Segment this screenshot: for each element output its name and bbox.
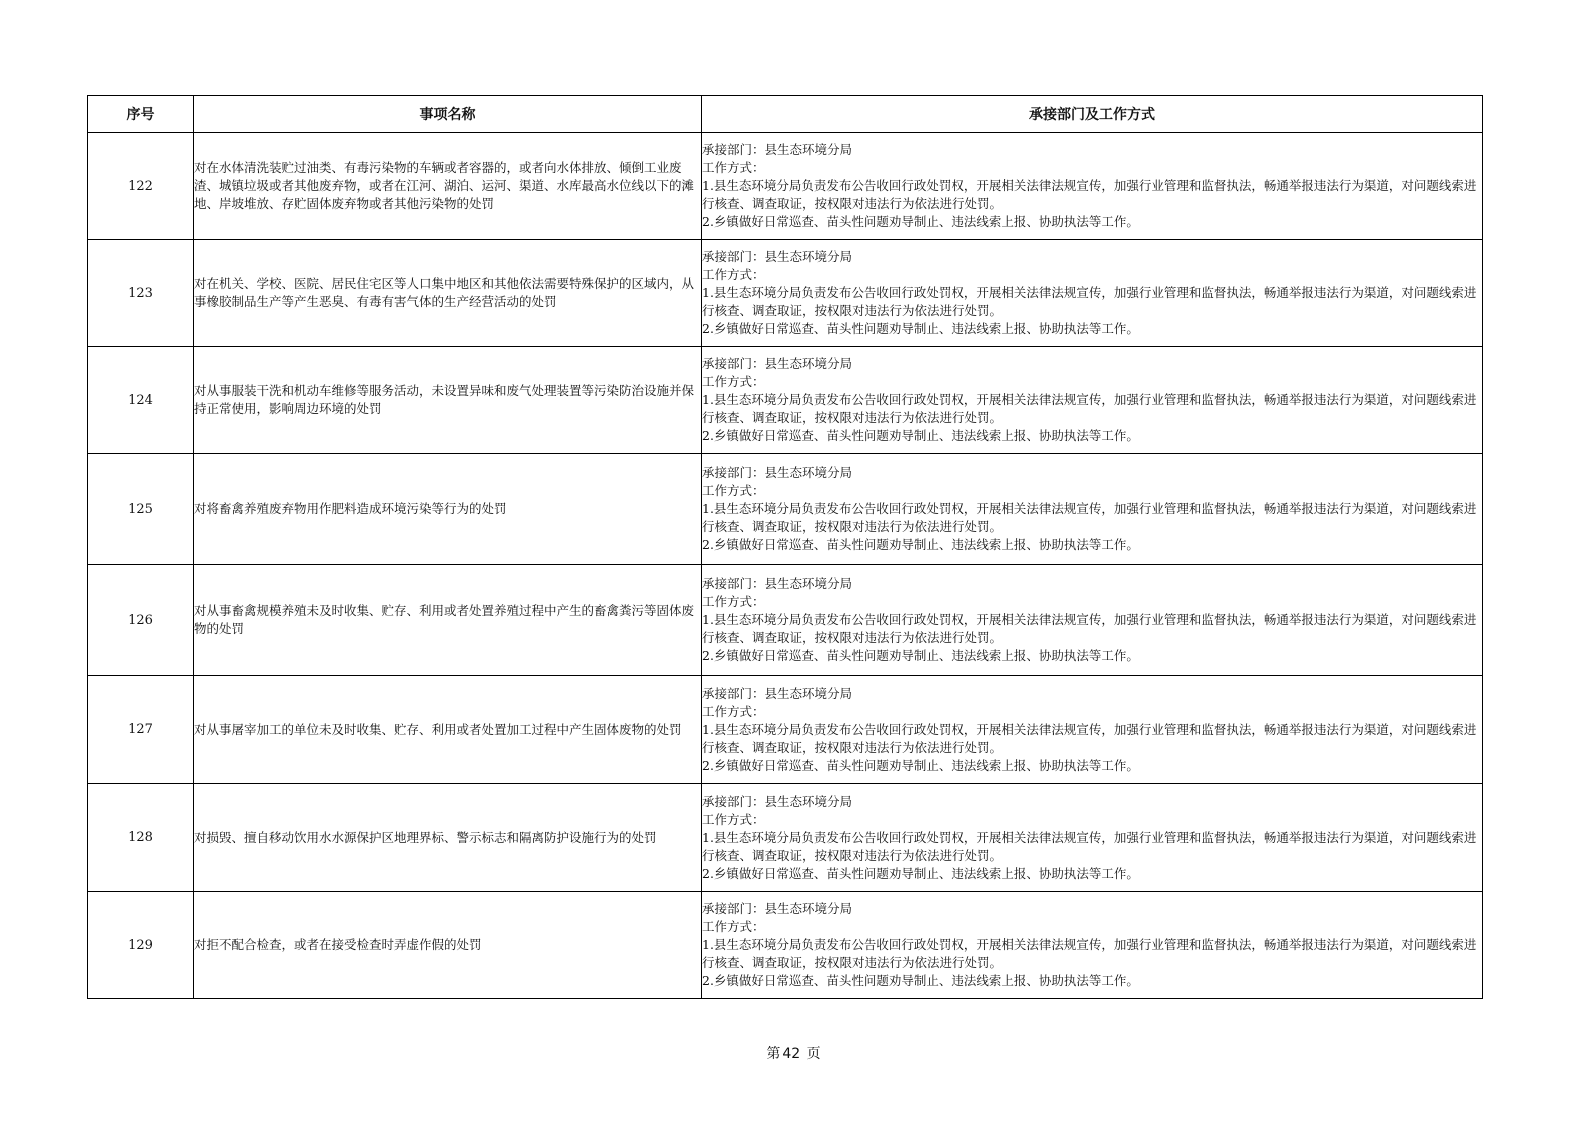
header-name: 事项名称 [194,96,702,133]
table-row [88,676,1483,784]
method-item-2: 2.乡镇做好日常巡查、苗头性问题劝导制止、违法线索上报、协助执法等工作。 [702,757,1139,773]
method-item-2: 2.乡镇做好日常巡查、苗头性问题劝导制止、违法线索上报、协助执法等工作。 [702,537,1139,552]
row-num: 122 [88,133,194,240]
row-item-name: 对将畜禽养殖废弃物用作肥料造成环境污染等行为的处罚 [194,454,702,565]
row-num: 127 [88,676,194,784]
row-dept-method [702,133,1483,240]
row-num: 129 [88,892,194,999]
table-header-row [88,96,1483,133]
page-footer [0,1043,1587,1063]
method-item-2: 2.乡镇做好日常巡查、苗头性问题劝导制止、违法线索上报、协助执法等工作。 [702,321,1139,336]
dept-line: 承接部门：县生态环境分局 [702,901,853,916]
dept-line: 承接部门：县生态环境分局 [702,249,853,264]
method-label: 工作方式： [702,160,765,175]
method-item-2: 2.乡镇做好日常巡查、苗头性问题劝导制止、违法线索上报、协助执法等工作。 [702,865,1139,881]
dept-line: 承接部门：县生态环境分局 [702,356,853,371]
method-label: 工作方式： [702,919,765,934]
method-item-1: 1.县生态环境分局负责发布公告收回行政处罚权，开展相关法律法规宣传，加强行业管理和监督执法，畅通举报违法行为渠道，对问题线索进行核查、调查取证，按权限对违法行为依法进行处罚。 [702,285,1477,318]
method-label: 工作方式： [702,483,765,498]
dept-line: 承接部门：县生态环境分局 [702,465,853,480]
row-dept-method [702,565,1483,676]
method-label: 工作方式： [702,703,765,719]
row-item-name: 对从事畜禽规模养殖未及时收集、贮存、利用或者处置养殖过程中产生的畜禽粪污等固体废物的处罚 [194,565,702,676]
row-item-name: 对在机关、学校、医院、居民住宅区等人口集中地区和其他依法需要特殊保护的区域内，从事橡胶制品生产等产生恶臭、有毒有害气体的生产经营活动的处罚 [194,240,702,347]
row-item-name: 对损毁、擅自移动饮用水水源保护区地理界标、警示标志和隔离防护设施行为的处罚 [194,784,702,892]
row-item-name: 对拒不配合检查，或者在接受检查时弄虚作假的处罚 [194,892,702,999]
page-suffix: 页 [806,1046,821,1062]
method-item-1: 1.县生态环境分局负责发布公告收回行政处罚权，开展相关法律法规宣传，加强行业管理和监督执法，畅通举报违法行为渠道，对问题线索进行核查、调查取证，按权限对违法行为依法进行处罚。 [702,501,1477,534]
row-dept-method [702,784,1483,892]
method-label: 工作方式： [702,811,765,827]
method-item-1: 1.县生态环境分局负责发布公告收回行政处罚权，开展相关法律法规宣传，加强行业管理和监督执法，畅通举报违法行为渠道，对问题线索进行核查、调查取证，按权限对违法行为依法进行处罚。 [702,829,1477,863]
method-item-1: 1.县生态环境分局负责发布公告收回行政处罚权，开展相关法律法规宣传，加强行业管理和监督执法，畅通举报违法行为渠道，对问题线索进行核查、调查取证，按权限对违法行为依法进行处罚。 [702,937,1477,970]
method-item-2: 2.乡镇做好日常巡查、苗头性问题劝导制止、违法线索上报、协助执法等工作。 [702,428,1139,443]
table-row [88,240,1483,347]
table-row [88,454,1483,565]
row-dept-method [702,892,1483,999]
method-label: 工作方式： [702,374,765,389]
method-item-2: 2.乡镇做好日常巡查、苗头性问题劝导制止、违法线索上报、协助执法等工作。 [702,973,1139,988]
dept-line: 承接部门：县生态环境分局 [702,685,853,701]
table-row [88,347,1483,454]
dept-line: 承接部门：县生态环境分局 [702,576,853,591]
table-row [88,565,1483,676]
row-item-name: 对从事服装干洗和机动车维修等服务活动，未设置异味和废气处理装置等污染防治设施并保持正常使用，影响周边环境的处罚 [194,347,702,454]
row-dept-method [702,676,1483,784]
row-num: 125 [88,454,194,565]
header-dept: 承接部门及工作方式 [702,96,1483,133]
method-item-1: 1.县生态环境分局负责发布公告收回行政处罚权，开展相关法律法规宣传，加强行业管理和监督执法，畅通举报违法行为渠道，对问题线索进行核查、调查取证，按权限对违法行为依法进行处罚。 [702,392,1477,425]
row-dept-method [702,454,1483,565]
method-item-1: 1.县生态环境分局负责发布公告收回行政处罚权，开展相关法律法规宣传，加强行业管理和监督执法，畅通举报违法行为渠道，对问题线索进行核查、调查取证，按权限对违法行为依法进行处罚。 [702,612,1477,645]
row-num: 128 [88,784,194,892]
page-number: 42 [782,1046,801,1062]
method-label: 工作方式： [702,594,765,609]
method-item-2: 2.乡镇做好日常巡查、苗头性问题劝导制止、违法线索上报、协助执法等工作。 [702,648,1139,663]
row-num: 124 [88,347,194,454]
header-num: 序号 [88,96,194,133]
method-label: 工作方式： [702,267,765,282]
row-item-name: 对从事屠宰加工的单位未及时收集、贮存、利用或者处置加工过程中产生固体废物的处罚 [194,676,702,784]
row-dept-method [702,240,1483,347]
method-item-1: 1.县生态环境分局负责发布公告收回行政处罚权，开展相关法律法规宣传，加强行业管理和监督执法，畅通举报违法行为渠道，对问题线索进行核查、调查取证，按权限对违法行为依法进行处罚。 [702,178,1477,211]
row-item-name: 对在水体清洗装贮过油类、有毒污染物的车辆或者容器的，或者向水体排放、倾倒工业废渣、城镇垃圾或者其他废弃物，或者在江河、湖泊、运河、渠道、水库最高水位线以下的滩地、岸坡堆放、存贮固体废弃物或者其他污染物的处罚 [194,133,702,240]
row-num: 123 [88,240,194,347]
page-prefix: 第 [766,1046,781,1062]
table-row [88,784,1483,892]
row-num: 126 [88,565,194,676]
method-item-2: 2.乡镇做好日常巡查、苗头性问题劝导制止、违法线索上报、协助执法等工作。 [702,214,1139,229]
table-row [88,892,1483,999]
row-dept-method [702,347,1483,454]
method-item-1: 1.县生态环境分局负责发布公告收回行政处罚权，开展相关法律法规宣传，加强行业管理和监督执法，畅通举报违法行为渠道，对问题线索进行核查、调查取证，按权限对违法行为依法进行处罚。 [702,721,1477,755]
table-row [88,133,1483,240]
dept-line: 承接部门：县生态环境分局 [702,793,853,809]
dept-line: 承接部门：县生态环境分局 [702,142,853,157]
enforcement-items-table [87,95,1483,999]
